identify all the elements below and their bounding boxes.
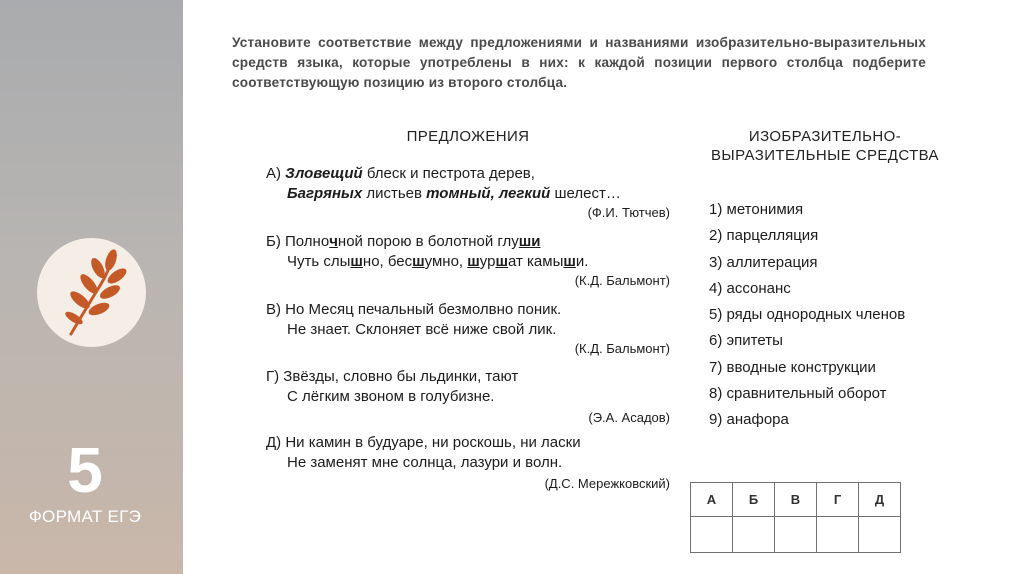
sidebar xyxy=(0,0,183,574)
devices-header-line2: ВЫРАЗИТЕЛЬНЫЕ СРЕДСТВА xyxy=(711,147,939,164)
list-item: 9) анафора xyxy=(709,411,789,429)
sentence-d-line1: Д) Ни камин в будуаре, ни роскошь, ни ласки xyxy=(266,434,581,451)
sentence-a-line2: Багряных листьев томный, легкий шелест… xyxy=(287,185,621,202)
task-number: 5 xyxy=(67,434,103,506)
answer-table xyxy=(690,482,901,553)
sentence-a xyxy=(266,164,670,222)
answer-table-header xyxy=(691,483,901,517)
list-item: 5) ряды однородных членов xyxy=(709,306,906,324)
sentence-g-author: (Э.А. Асадов) xyxy=(588,410,670,425)
answer-cell-b[interactable] xyxy=(733,517,775,553)
list-item: 7) вводные конструкции xyxy=(709,358,876,376)
sentence-b-line2: Чуть слышно, бесшумно, шуршат камыши. xyxy=(287,253,589,270)
answer-header-cell: А xyxy=(691,483,733,517)
sentence-g xyxy=(266,367,670,427)
wheat-leaf-icon xyxy=(37,238,146,347)
sentence-v-line1: В) Но Месяц печальный безмолвно поник. xyxy=(266,301,562,318)
devices-list xyxy=(709,197,905,434)
answer-header-cell: В xyxy=(775,483,817,517)
sentence-g-line2: С лёгким звоном в голубизне. xyxy=(287,388,495,405)
devices-header xyxy=(690,127,960,165)
answer-header-cell: Б xyxy=(733,483,775,517)
format-label: ФОРМАТ ЕГЭ xyxy=(28,507,142,526)
list-item: 4) ассонанс xyxy=(709,279,791,297)
sentence-b xyxy=(266,232,670,290)
list-item: 6) эпитеты xyxy=(709,332,783,350)
sentence-d-author: (Д.С. Мережковский) xyxy=(544,476,670,491)
answer-cell-v[interactable] xyxy=(775,517,817,553)
list-item: 3) аллитерация xyxy=(709,253,818,271)
answer-header-cell: Д xyxy=(859,483,901,517)
sentence-b-line1: Б) Полночной порою в болотной глуши xyxy=(266,233,541,250)
answer-table-row xyxy=(691,517,901,553)
task-instruction: Установите соответствие между предложениями и названиями изобразительно-выразительных средств языка, которые употреблены в них: к каждой позиции первого столбца подберите соответствующую позицию из второго столбца. xyxy=(232,35,926,90)
list-item: 8) сравнительный оборот xyxy=(709,385,887,403)
answer-header-cell: Г xyxy=(817,483,859,517)
sentence-b-author: (К.Д. Бальмонт) xyxy=(574,273,670,288)
sentence-d-line2: Не заменят мне солнца, лазури и волн. xyxy=(287,454,563,471)
sentence-a-line1: А) Зловещий блеск и пестрота дерев, xyxy=(266,165,535,182)
sentences-header: ПРЕДЛОЖЕНИЯ xyxy=(406,128,530,145)
devices-header-line1: ИЗОБРАЗИТЕЛЬНО- xyxy=(748,128,902,145)
sentence-g-line1: Г) Звёзды, словно бы льдинки, тают xyxy=(266,368,519,385)
sentence-v xyxy=(266,300,670,358)
list-item: 1) метонимия xyxy=(709,201,804,218)
answer-cell-d[interactable] xyxy=(859,517,901,553)
sentence-v-line2: Не знает. Склоняет всё ниже свой лик. xyxy=(287,321,557,338)
sentence-d xyxy=(266,433,670,493)
list-item: 2) парцелляция xyxy=(709,227,819,245)
sentence-v-author: (К.Д. Бальмонт) xyxy=(574,341,670,356)
answer-cell-a[interactable] xyxy=(691,517,733,553)
answer-cell-g[interactable] xyxy=(817,517,859,553)
sentence-a-author: (Ф.И. Тютчев) xyxy=(587,205,670,220)
